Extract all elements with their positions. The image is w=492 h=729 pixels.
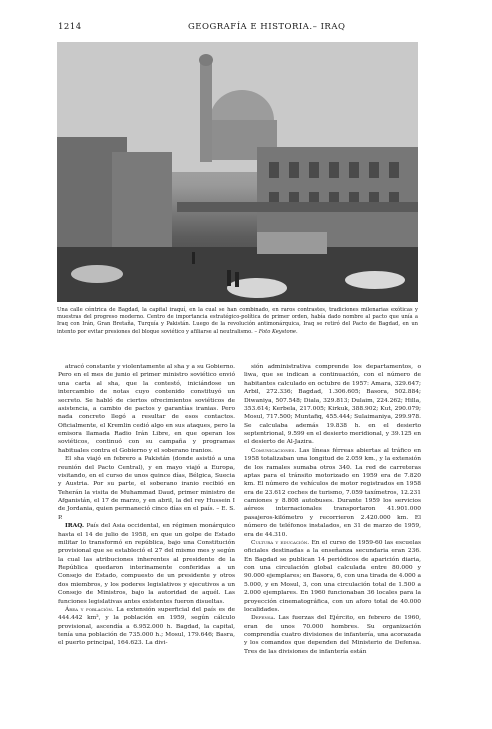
page-number: 1214 — [58, 22, 82, 32]
minaret — [200, 62, 212, 162]
running-title: GEOGRAFÍA E HISTORIA.– IRAQ — [188, 22, 346, 32]
photo-caption: Una calle céntrica de Bagdad, la capital iraquí, en la cual se han combinado, en raros contrastes, tradiciones milenarias exóticas y muestras del progreso moderno. Centro de importancia estratégico-política de primer orden, había dado nombre al pacto que unía a Iraq con Irán, Gran Bretaña, Turquía y Pakistán. Luego de la revolución antimonárquica, Iraq se retiró del Pacto de Bagdad, en un intento por evitar presiones del bloque soviético y afiliarse al neutralismo. – Foto Keystone. — [57, 307, 418, 335]
section-heading: Defensa. — [251, 615, 276, 622]
caption-credit: Foto Keystone. — [258, 328, 298, 335]
section-heading: Área y población. — [65, 606, 114, 613]
photo-illustration — [57, 42, 418, 302]
paragraph: atracó constante y violentamente al sha y a su Gobierno. Pero en el mes de junio el primer ministro soviético envió una carta al sha, que la contestó, iniciándose un intercambio de notas cuyo contenido constituyó un secreto. Se habló de ciertos ofrecimientos soviéticos de asistencia, a cambio de pactos y garantías iranias. Pero nada concreto llegó a resultar de esos contactos. Oficialmente, el Kremlin cedió algo en sus ataques, pero la emisora llamada Radio Irán Libre, en que operan los soviéticos, continuó con su campaña y programas habituales contra el Gobierno y el soberano iranios. — [58, 364, 235, 454]
page-header — [58, 20, 438, 36]
paragraph: Cultura y educación. En el curso de 1959-60 las escuelas oficiales destinadas a la enseñanza secundaria eran 236. En Bagdad se publican 14 periódicos de aparición diaria, con una circulación global calculada entre 80.000 y 90.000 ejemplares; en Basora, 6, con una tirada de 4.000 a 5.000, y en Mosul, 3, con una circulación total de 1.500 a 2.000 ejemplares. En 1960 funcionaban 36 locales para la proyección cinematográfica, con un aforo total de 40.000 localidades. — [244, 539, 421, 613]
street-scene-photo — [57, 42, 418, 302]
left-text-column — [58, 363, 235, 723]
paragraph: Área y población. La extensión superficial del país es de 444.442 km², y la población en 1959, según cálculo provisional, ascendía a 6.952.000 h. Bagdad, la capital, tenía una población de 735.000 h.; Mosul, 179.646; Basra, el puerto principal, 164.623. La divi- — [58, 606, 235, 647]
article-heading: IRAQ. — [65, 522, 85, 530]
section-heading: Comunicaciones. — [251, 447, 297, 454]
paragraph: El sha viajó en febrero a Pakistán (donde asistió a una reunión del Pacto Central), y en mayo viajó a Europa, visitando, en el curso de unos quince días, Bélgica, Suecia y Austria. Por su parte, el soberano iranio recibió en Teherán la visita de Muhammad Daud, primer ministro de Afganistán, el 17 de marzo, y en abril, la del rey Hussein I de Jordania, quien permaneció cinco días en el país. – E. S. P. — [58, 456, 235, 521]
paragraph: Comunicaciones. Las líneas férreas abiertas al tráfico en 1958 totalizaban una longitud de 2.059 km., y la extensión de los ramales sumaba otros 340. La red de carreteras aptas para el tránsito motorizado en 1959 era de 7.820 km. El número de vehículos de motor registrados en 1958 era de 23.612 coches de turismo, 7.059 taxímetros, 12.231 camiones y 8.808 autobuses. Durante 1959 los servicios aéreos internacionales transportaron 41.901.000 pasajeros-kilómetro y recorrieron 2.420.000 km. El número de teléfonos instalados, en 31 de marzo de 1959, era de 44.310. — [244, 447, 421, 538]
car-right — [345, 271, 405, 289]
right-text-column — [244, 363, 421, 723]
pedestrian — [192, 252, 195, 264]
section-heading: Cultura y educación. — [251, 539, 310, 546]
paragraph: sión administrativa comprende los departamentos, o liwa, que se indican a continuación, con el número de habitantes calculado en octubre de 1957: Amara, 329.647; Arbil, 272.336; Bagdad, 1.306.605; Basora, 502.884; Diwaniya, 507.548; Diala, 329.813; Dulaim, 224.262; Hilla, 353.614; Kerbela, 217.005; Kirkuk, 388.902; Kut, 290.079; Mosul, 717.500; Muntafiq, 455.444; Sulaimaniya, 299.978. Se calculaba además 19.838 h. en el desierto septentrional, 9.599 en el desierto meridional, y 39.125 en el desierto de Al-Jazira. — [244, 364, 421, 446]
caption-text: Una calle céntrica de Bagdad, la capital iraquí, en la cual se han combinado, en raros contrastes, tradiciones milenarias exóticas y muestras del progreso moderno. Centro de importancia estratégico-política de primer orden, había dado nombre al pacto que unía a Iraq con Irán, Gran Bretaña, Turquía y Pakistán. Luego de la revolución antimonárquica, Iraq se retiró del Pacto de Bagdad, en un intento por evitar presiones del bloque soviético y afiliarse al neutralismo. — [57, 307, 418, 335]
paragraph: IRAQ. País del Asia occidental, en régimen monárquico hasta el 14 de julio de 1958, en que un golpe de Estado militar lo transformó en república, bajo una Constitución provisional que se estableció el 27 del mismo mes y según la cual las atribuciones inherentes al presidente de la República quedaron interinamente conferidas a un Consejo de Estado, compuesto de un presidente y otros dos miembros, y los poderes legislativos y ejecutivos a un Consejo de Ministros, bajo la autoridad de aquél. Las funciones legislativas antes existentes fueron disueltas. — [58, 522, 235, 605]
minaret-top — [199, 54, 213, 66]
awnings — [177, 202, 418, 212]
pedestrian — [235, 272, 239, 287]
car-left — [71, 265, 123, 283]
bus — [257, 232, 327, 254]
left-building-2 — [112, 152, 172, 247]
paragraph: Defensa. Las fuerzas del Ejército, en febrero de 1960, eran de unos 70.000 hombres. Su organización comprendía cuatro divisiones de infantería, una acorazada y los comandos que dependen del Ministerio de Defensa. Tres de las divisiones de infantería están — [244, 615, 421, 655]
pedestrian — [227, 270, 231, 286]
